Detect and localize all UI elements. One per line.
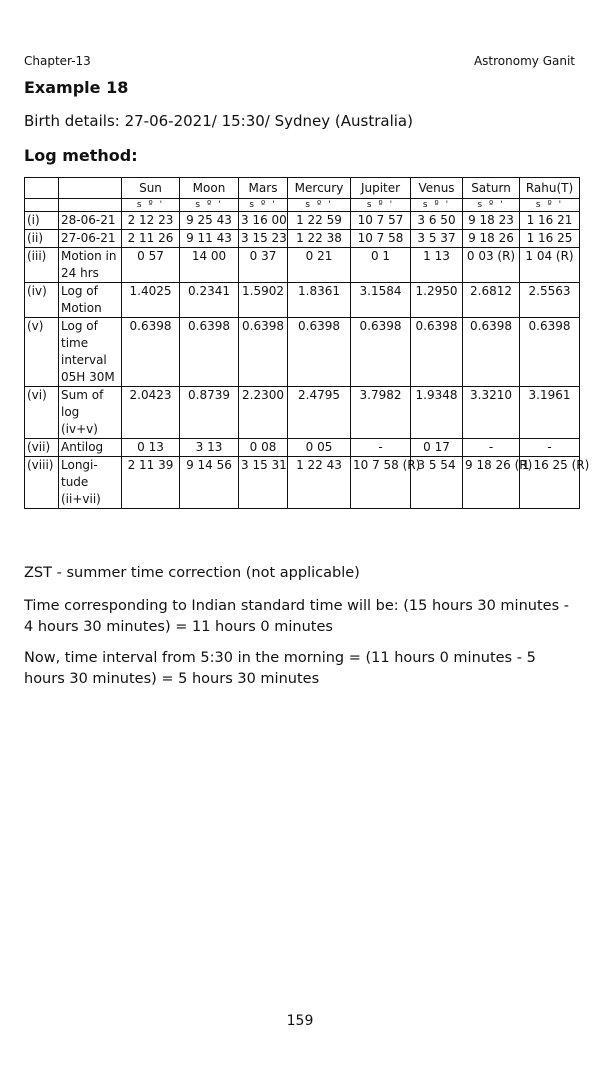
table-row xyxy=(25,439,580,457)
table-row xyxy=(25,212,580,230)
units-row xyxy=(25,199,580,212)
table-cell: - xyxy=(520,439,580,457)
table-cell: 3 5 54 xyxy=(411,457,463,509)
row-number: (iv) xyxy=(25,283,59,318)
table-cell: 9 25 43 xyxy=(180,212,239,230)
table-cell: 2.4795 xyxy=(288,387,351,439)
table-cell: 0 03 (R) xyxy=(463,248,520,283)
column-header: Moon xyxy=(180,178,239,199)
table-cell: 0 05 xyxy=(288,439,351,457)
row-label: Longi-tude (ii+vii) xyxy=(59,457,122,509)
table-row xyxy=(25,457,580,509)
page-number: 159 xyxy=(286,1013,314,1029)
table-cell: 0 37 xyxy=(239,248,288,283)
table-cell: 2 11 26 xyxy=(122,230,180,248)
row-label: Motion in 24 hrs xyxy=(59,248,122,283)
table-cell: 1 22 59 xyxy=(288,212,351,230)
column-header: Saturn xyxy=(463,178,520,199)
units-cell: s º ' xyxy=(180,199,239,212)
row-label: Log of time interval 05H 30M xyxy=(59,318,122,387)
empty-cell xyxy=(25,199,59,212)
units-cell: s º ' xyxy=(239,199,288,212)
table-cell: 0.6398 xyxy=(288,318,351,387)
row-label: Sum of log (iv+v) xyxy=(59,387,122,439)
table-cell: 10 7 58 xyxy=(351,230,411,248)
table-cell: 0.6398 xyxy=(463,318,520,387)
table-cell: 2.2300 xyxy=(239,387,288,439)
note-interval: Now, time interval from 5:30 in the morning = (11 hours 0 minutes - 5 hours 30 minutes) = 5 hours 30 minutes xyxy=(24,650,536,687)
table-cell: 3 15 31 xyxy=(239,457,288,509)
table-cell: 3.1584 xyxy=(351,283,411,318)
table-cell: 0.6398 xyxy=(180,318,239,387)
table-cell: 1 16 25 (R) xyxy=(520,457,580,509)
table-row xyxy=(25,283,580,318)
row-number: (vi) xyxy=(25,387,59,439)
table-cell: 1.8361 xyxy=(288,283,351,318)
table-cell: 0.6398 xyxy=(122,318,180,387)
note-ist: Time corresponding to Indian standard time will be: (15 hours 30 minutes - 4 hours 30 minutes) = 11 hours 0 minutes xyxy=(24,598,569,635)
table-cell: 3 6 50 xyxy=(411,212,463,230)
units-cell: s º ' xyxy=(351,199,411,212)
table-cell: 0 21 xyxy=(288,248,351,283)
table-cell: 14 00 xyxy=(180,248,239,283)
chapter-label: Chapter-13 xyxy=(24,54,91,68)
table-cell: 3.3210 xyxy=(463,387,520,439)
table-cell: 3.1961 xyxy=(520,387,580,439)
column-header xyxy=(59,178,122,199)
table-cell: 9 18 26 xyxy=(463,230,520,248)
units-cell: s º ' xyxy=(411,199,463,212)
method-heading: Log method: xyxy=(24,146,138,165)
column-header: Mars xyxy=(239,178,288,199)
table-row xyxy=(25,318,580,387)
table-cell: 1 22 38 xyxy=(288,230,351,248)
table-cell: 2 12 23 xyxy=(122,212,180,230)
row-label: 27-06-21 xyxy=(59,230,122,248)
row-label: Log of Motion xyxy=(59,283,122,318)
table-cell: 0.8739 xyxy=(180,387,239,439)
table-cell: 1.2950 xyxy=(411,283,463,318)
table-cell: 9 14 56 xyxy=(180,457,239,509)
row-label: 28-06-21 xyxy=(59,212,122,230)
row-number: (ii) xyxy=(25,230,59,248)
table-cell: - xyxy=(351,439,411,457)
table-cell: 1 13 xyxy=(411,248,463,283)
table-header-row xyxy=(25,178,580,199)
table-cell: 9 11 43 xyxy=(180,230,239,248)
table-cell: 0 1 xyxy=(351,248,411,283)
row-number: (viii) xyxy=(25,457,59,509)
table-cell: 9 18 26 (R) xyxy=(463,457,520,509)
empty-cell xyxy=(59,199,122,212)
table-cell: - xyxy=(463,439,520,457)
birth-details: Birth details: 27-06-2021/ 15:30/ Sydney (Australia) xyxy=(24,112,413,130)
table-cell: 0.6398 xyxy=(351,318,411,387)
units-cell: s º ' xyxy=(463,199,520,212)
column-header: Sun xyxy=(122,178,180,199)
table-cell: 10 7 57 xyxy=(351,212,411,230)
table-row xyxy=(25,387,580,439)
table-cell: 3.7982 xyxy=(351,387,411,439)
table-cell: 10 7 58 (R) xyxy=(351,457,411,509)
table-cell: 3 5 37 xyxy=(411,230,463,248)
table-cell: 0 13 xyxy=(122,439,180,457)
table-cell: 3 15 23 xyxy=(239,230,288,248)
column-header: Jupiter xyxy=(351,178,411,199)
note-zst: ZST - summer time correction (not applicable) xyxy=(24,565,360,581)
table-cell: 0 08 xyxy=(239,439,288,457)
table-cell: 2.6812 xyxy=(463,283,520,318)
row-number: (vii) xyxy=(25,439,59,457)
table-cell: 1 04 (R) xyxy=(520,248,580,283)
table-row xyxy=(25,248,580,283)
row-number: (iii) xyxy=(25,248,59,283)
column-header: Mercury xyxy=(288,178,351,199)
table-cell: 1.5902 xyxy=(239,283,288,318)
log-table xyxy=(24,177,590,509)
table-cell: 1.4025 xyxy=(122,283,180,318)
table-cell: 0.2341 xyxy=(180,283,239,318)
table-cell: 2.5563 xyxy=(520,283,580,318)
example-title: Example 18 xyxy=(24,78,129,97)
row-number: (i) xyxy=(25,212,59,230)
table-cell: 0 17 xyxy=(411,439,463,457)
table-cell: 1 16 25 xyxy=(520,230,580,248)
table-cell: 3 16 00 xyxy=(239,212,288,230)
units-cell: s º ' xyxy=(520,199,580,212)
column-header xyxy=(25,178,59,199)
table-cell: 3 13 xyxy=(180,439,239,457)
units-cell: s º ' xyxy=(288,199,351,212)
table-cell: 2.0423 xyxy=(122,387,180,439)
table-cell: 0.6398 xyxy=(520,318,580,387)
table-cell: 0 57 xyxy=(122,248,180,283)
column-header: Rahu(T) xyxy=(520,178,580,199)
units-cell: s º ' xyxy=(122,199,180,212)
table-cell: 0.6398 xyxy=(411,318,463,387)
table-cell: 1 16 21 xyxy=(520,212,580,230)
table-cell: 2 11 39 xyxy=(122,457,180,509)
column-header: Venus xyxy=(411,178,463,199)
table-cell: 1.9348 xyxy=(411,387,463,439)
table-cell: 0.6398 xyxy=(239,318,288,387)
table-cell: 9 18 23 xyxy=(463,212,520,230)
table-cell: 1 22 43 xyxy=(288,457,351,509)
row-label: Antilog xyxy=(59,439,122,457)
row-number: (v) xyxy=(25,318,59,387)
book-title: Astronomy Ganit xyxy=(473,54,575,68)
table-row xyxy=(25,230,580,248)
